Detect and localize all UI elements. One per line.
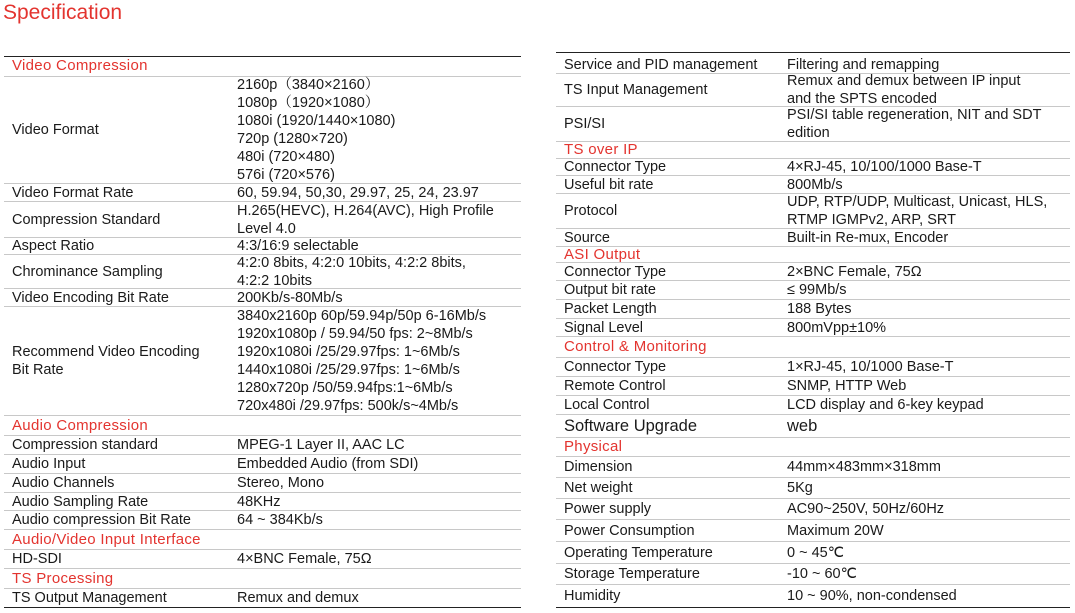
spec-value [787,107,1062,141]
spec-value-line: 3840x2160p 60p/59.94p/50p 6-16Mb/s [237,308,487,324]
spec-label: Dimension [564,459,633,475]
spec-value [787,415,1062,437]
spec-value [787,457,1062,477]
spec-value-line: 800mVpp±10% [787,319,887,336]
section-header-audio-video-input-interface [4,530,521,550]
spec-value-line: 2×BNC Female, 75Ω [787,263,922,280]
spec-row-video-encoding-bit-rate [4,289,521,307]
section-title: TS over IP [564,141,638,158]
spec-value [787,585,1062,607]
spec-row-connector-type [556,159,1070,176]
spec-value-line: 4×BNC Female, 75Ω [237,551,372,567]
spec-label: Software Upgrade [564,417,697,435]
spec-row-net-weight [556,478,1070,499]
spec-label-line: Bit Rate [12,362,64,378]
spec-label: Audio Sampling Rate [12,493,149,510]
spec-value [237,589,515,607]
spec-value [787,300,1062,318]
spec-label: Compression Standard [12,211,161,228]
spec-value [787,542,1062,563]
spec-value-line: and the SPTS encoded [787,91,937,107]
section-title: Audio Compression [12,416,148,434]
section-header-ts-over-ip [556,142,1070,159]
spec-label: Source [564,229,610,246]
spec-value-line: -10 ~ 60℃ [787,566,857,582]
section-header-audio-compression [4,416,521,436]
spec-value-line: 4:2:0 8bits, 4:2:0 10bits, 4:2:2 8bits, [237,254,466,271]
spec-value [787,229,1062,246]
spec-row-power-supply [556,499,1070,520]
spec-row-useful-bit-rate [556,176,1070,194]
spec-row-output-bit-rate [556,281,1070,300]
spec-row-connector-type [556,263,1070,281]
section-header-asi-output [556,247,1070,263]
spec-value-line: 576i (720×576) [237,167,335,183]
spec-value [237,77,515,183]
spec-row-compression-standard [4,202,521,238]
spec-row-connector-type [556,358,1070,377]
spec-value-line: 800Mb/s [787,176,843,193]
spec-row-audio-compression-bit-rate [4,511,521,530]
spec-value-line: PSI/SI table regeneration, NIT and SDT [787,107,1042,123]
spec-value [787,520,1062,541]
spec-label: Useful bit rate [564,176,654,193]
spec-row-video-format [4,77,521,184]
spec-label: Video Format [12,122,99,138]
spec-value-line: 1080i (1920/1440×1080) [237,113,396,129]
spec-value [787,74,1062,106]
spec-label: Connector Type [564,359,667,375]
section-title: Physical [564,438,623,455]
spec-value-line: edition [787,125,830,141]
spec-label: TS Input Management [564,82,708,98]
spec-label: HD-SDI [12,551,62,567]
spec-row-recommend-video-encoding [4,307,521,416]
section-title: ASI Output [564,245,641,263]
spec-label: Protocol [564,203,618,219]
spec-value-line: SNMP, HTTP Web [787,378,907,394]
spec-row-audio-sampling-rate [4,493,521,511]
spec-value-line: Remux and demux [237,590,359,606]
spec-value-line: AC90~250V, 50Hz/60Hz [787,501,945,517]
spec-value [787,281,1062,299]
spec-value-line: 44mm×483mm×318mm [787,459,941,475]
spec-value-line: Embedded Audio (from SDI) [237,456,419,472]
spec-value-line: 4×RJ-45, 10/100/1000 Base-T [787,159,982,175]
spec-value-line: 2160p（3840×2160） [237,77,380,93]
section-title: Video Compression [12,57,148,74]
spec-value [237,550,515,568]
spec-label: PSI/SI [564,116,606,132]
spec-row-humidity [556,585,1070,608]
spec-row-dimension [556,457,1070,478]
spec-row-local-control [556,396,1070,415]
spec-value-line: 720p (1280×720) [237,131,348,147]
spec-row-signal-level [556,319,1070,337]
spec-value [787,377,1062,395]
spec-value [237,307,515,415]
spec-value [237,511,515,529]
page-title: Specification [3,1,123,24]
spec-row-aspect-ratio [4,238,521,255]
spec-value-line: 4:3/16:9 selectable [237,238,359,254]
spec-value-line: RTMP IGMPv2, ARP, SRT [787,212,956,228]
spec-label: Aspect Ratio [12,238,95,254]
spec-label: TS Output Management [12,590,167,606]
spec-label: Video Format Rate [12,184,134,201]
spec-value [787,56,1062,73]
spec-label: Service and PID management [564,56,758,73]
spec-row-source [556,229,1070,247]
spec-row-power-consumption [556,520,1070,542]
spec-label: Chrominance Sampling [12,263,163,280]
section-title: Audio/Video Input Interface [12,530,201,548]
spec-label: Connector Type [564,263,667,280]
spec-row-audio-input [4,455,521,474]
spec-label: Storage Temperature [564,566,700,582]
spec-label: Operating Temperature [564,544,713,561]
spec-value [237,202,515,237]
spec-label: Power supply [564,501,652,517]
spec-value-line: 48KHz [237,493,281,510]
spec-value-line: LCD display and 6-key keypad [787,397,984,413]
spec-value-line: 1440x1080i /25/29.97fps: 1~6Mb/s [237,362,460,378]
spec-value [237,184,515,201]
spec-label: Audio compression Bit Rate [12,512,191,528]
spec-value-line: Stereo, Mono [237,475,325,491]
spec-value [787,159,1062,175]
spec-label: Output bit rate [564,282,656,298]
spec-value-line: 200Kb/s-80Mb/s [237,289,343,306]
spec-row-chrominance-sampling [4,255,521,289]
section-title: Control & Monitoring [564,338,707,355]
spec-label-line: Recommend Video Encoding [12,344,200,360]
spec-value [787,499,1062,519]
spec-row-ts-output-management [4,589,521,608]
spec-value-line: 1280x720p /50/59.94fps:1~6Mb/s [237,380,453,396]
spec-row-storage-temperature [556,564,1070,585]
spec-value-line: UDP, RTP/UDP, Multicast, Unicast, HLS, [787,194,1048,210]
section-header-control-monitoring [556,337,1070,358]
spec-label: Compression standard [12,437,158,453]
spec-value-line: 1×RJ-45, 10/1000 Base-T [787,359,954,375]
spec-value [237,474,515,492]
spec-value-line: 0 ~ 45℃ [787,544,845,561]
spec-label [12,307,200,415]
spec-value-line: Built-in Re-mux, Encoder [787,229,949,246]
spec-value [787,564,1062,584]
spec-value [237,455,515,473]
spec-row-audio-channels [4,474,521,493]
spec-row-protocol [556,194,1070,229]
spec-row-software-upgrade [556,415,1070,438]
spec-label: Local Control [564,397,650,413]
spec-value [787,176,1062,193]
spec-label: Power Consumption [564,522,695,539]
spec-label: Audio Input [12,456,86,472]
section-header-ts-processing [4,569,521,589]
spec-value [237,255,515,288]
spec-value-line: 5Kg [787,480,813,496]
spec-value-line: MPEG-1 Layer II, AAC LC [237,437,405,453]
spec-label: Net weight [564,480,633,496]
spec-value [787,358,1062,376]
spec-label: Packet Length [564,301,657,317]
spec-row-video-format-rate [4,184,521,202]
spec-value-line: 188 Bytes [787,301,852,317]
spec-value [237,238,515,254]
spec-label: Audio Channels [12,475,115,491]
spec-value [787,478,1062,498]
spec-label: Signal Level [564,319,643,336]
spec-row-packet-length [556,300,1070,319]
spec-value-line: 64 ~ 384Kb/s [237,512,323,528]
spec-row-operating-temperature [556,542,1070,564]
spec-value-line: H.265(HEVC), H.264(AVC), High Profile [237,202,494,219]
spec-value-line: web [787,417,818,435]
spec-value-line: Maximum 20W [787,522,884,539]
spec-value-line: 720x480i /29.97fps: 500k/s~4Mb/s [237,398,459,414]
spec-row-ts-input-management [556,74,1070,107]
spec-value-line: Filtering and remapping [787,56,940,73]
spec-value-line: 1920x1080i /25/29.97fps: 1~6Mb/s [237,344,460,360]
spec-value-line: 480i (720×480) [237,149,335,165]
section-header-physical [556,438,1070,457]
spec-value [237,289,515,306]
spec-value-line: 10 ~ 90%, non-condensed [787,588,957,604]
spec-value [237,436,515,454]
spec-value [787,194,1062,228]
spec-label: Humidity [564,588,621,604]
section-header-video-compression [4,56,521,77]
spec-value-line: 1920x1080p / 59.94/50 fps: 2~8Mb/s [237,326,473,342]
spec-value [787,263,1062,280]
spec-label: Connector Type [564,159,667,175]
spec-value-line: 1080p（1920×1080） [237,95,380,111]
spec-value [237,493,515,510]
spec-row-psi-si [556,107,1070,142]
spec-label: Video Encoding Bit Rate [12,289,169,306]
spec-value [787,319,1062,336]
spec-row-compression-standard [4,436,521,455]
spec-value-line: Level 4.0 [237,220,296,237]
spec-value-line: 4:2:2 10bits [237,272,312,289]
spec-value-line: 60, 59.94, 50,30, 29.97, 25, 24, 23.97 [237,184,479,201]
spec-label: Remote Control [564,378,666,394]
spec-value [787,396,1062,414]
table-top-rule [556,52,1070,53]
spec-value-line: ≤ 99Mb/s [787,282,847,298]
spec-row-hd-sdi [4,550,521,569]
spec-value-line: Remux and demux between IP input [787,73,1021,89]
section-title: TS Processing [12,569,114,587]
spec-row-remote-control [556,377,1070,396]
